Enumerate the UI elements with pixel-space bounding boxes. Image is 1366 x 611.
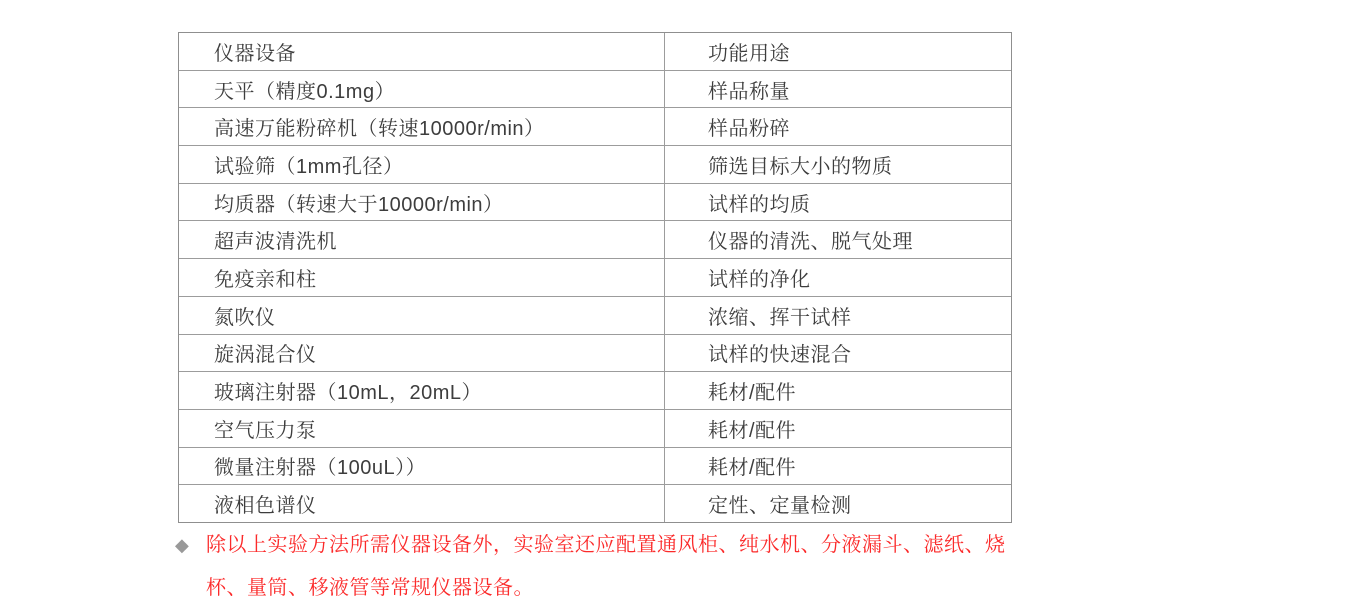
footnote-line-2: 杯、量筒、移液管等常规仪器设备。 — [206, 577, 534, 599]
function-cell: 定性、定量检测 — [708, 495, 852, 518]
footnote-text — [206, 524, 1035, 610]
device-cell: 试验筛（1mm孔径） — [179, 146, 665, 183]
footnote — [175, 524, 1035, 610]
table-row — [179, 221, 1011, 259]
function-cell: 试样的均质 — [708, 193, 811, 216]
function-cell: 仪器的清洗、脱气处理 — [708, 231, 913, 254]
equipment-table — [178, 32, 1012, 523]
table-row — [179, 259, 1011, 297]
table-row — [179, 108, 1011, 146]
table-row — [179, 71, 1011, 109]
diamond-bullet-icon: ◆ — [175, 535, 189, 555]
table-row — [179, 335, 1011, 373]
device-cell: 免疫亲和柱 — [179, 259, 665, 296]
header-function: 功能用途 — [708, 42, 790, 65]
table-row — [179, 146, 1011, 184]
table-row — [179, 372, 1011, 410]
device-cell: 超声波清洗机 — [179, 221, 665, 258]
function-cell: 耗材/配件 — [708, 457, 797, 480]
function-cell: 耗材/配件 — [708, 419, 797, 442]
table-row — [179, 184, 1011, 222]
device-cell: 氮吹仪 — [179, 297, 665, 334]
function-cell: 耗材/配件 — [708, 382, 797, 405]
function-cell: 试样的快速混合 — [708, 344, 852, 367]
function-cell: 试样的净化 — [708, 268, 811, 291]
header-device: 仪器设备 — [179, 33, 665, 70]
table-header-row — [179, 33, 1011, 71]
device-cell: 玻璃注射器（10mL，20mL） — [179, 372, 665, 409]
table-row — [179, 448, 1011, 486]
device-cell: 高速万能粉碎机（转速10000r/min） — [179, 108, 665, 145]
function-cell: 样品粉碎 — [708, 118, 790, 141]
device-cell: 均质器（转速大于10000r/min） — [179, 184, 665, 221]
function-cell: 样品称量 — [708, 80, 790, 103]
device-cell: 空气压力泵 — [179, 410, 665, 447]
footnote-line-1: 除以上实验方法所需仪器设备外，实验室还应配置通风柜、纯水机、分液漏斗、滤纸、烧 — [206, 534, 1006, 556]
device-cell: 微量注射器（100uL）） — [179, 448, 665, 485]
table-row — [179, 297, 1011, 335]
device-cell: 液相色谱仪 — [179, 485, 665, 522]
function-cell: 浓缩、挥干试样 — [708, 306, 852, 329]
device-cell: 天平（精度0.1mg） — [179, 71, 665, 108]
function-cell: 筛选目标大小的物质 — [708, 155, 893, 178]
table-row — [179, 410, 1011, 448]
device-cell: 旋涡混合仪 — [179, 335, 665, 372]
table-row — [179, 485, 1011, 522]
